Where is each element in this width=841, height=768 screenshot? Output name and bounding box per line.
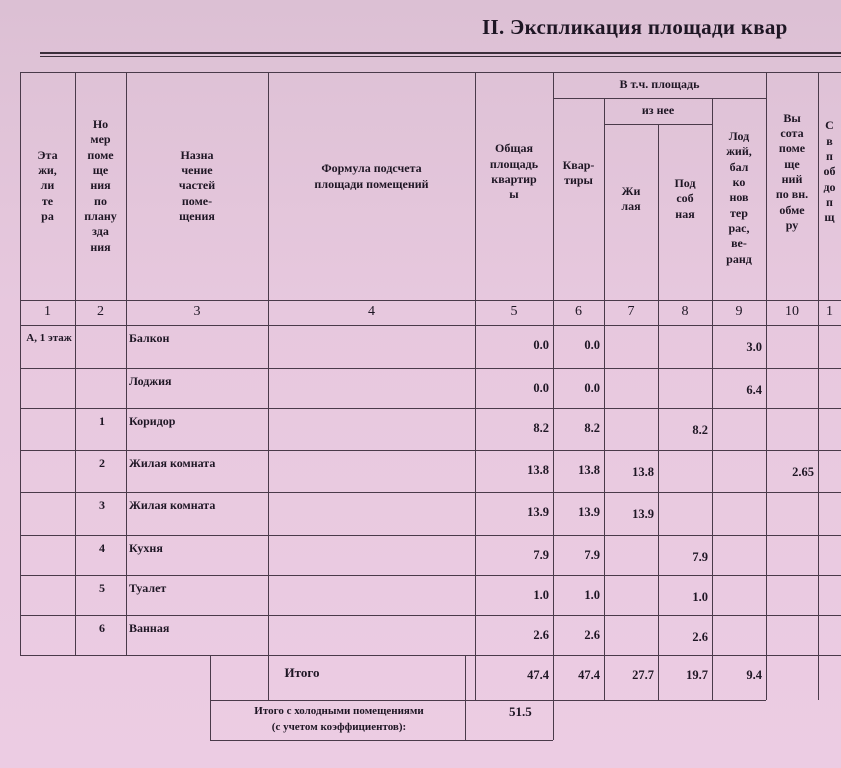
row-name: Кухня (129, 541, 163, 555)
row-balcony-area (712, 464, 766, 506)
grid-line-h (210, 700, 766, 701)
column-number: 1 (44, 304, 51, 319)
header-purpose-text (179, 148, 215, 225)
header-room-number-line: мер (90, 132, 111, 147)
header-living-text (621, 184, 640, 215)
header-room-number-line: поме (87, 147, 114, 162)
grid-line-v (20, 72, 21, 655)
header-purpose (126, 72, 268, 300)
header-total-area (475, 72, 553, 272)
grid-line-h (210, 740, 553, 741)
totals-label: Итого (284, 665, 320, 680)
grid-line-v (465, 655, 466, 740)
grid-line-v (818, 72, 819, 655)
header-col11-line: щ (824, 210, 835, 225)
header-auxiliary (658, 124, 712, 274)
header-living-line: лая (621, 199, 641, 213)
grid-line-v (658, 124, 659, 700)
row-apartment-area: 2.6 (584, 628, 600, 642)
row-balcony-area (712, 506, 766, 549)
row-living-area (604, 382, 658, 422)
header-living (604, 124, 658, 274)
row-total-area: 7.9 (533, 548, 549, 562)
header-auxiliary-line: ная (675, 206, 695, 221)
row-total-area: 8.2 (533, 421, 549, 435)
row-total-area: 2.6 (533, 628, 549, 642)
grid-line-v (553, 700, 554, 740)
grid-line-h (553, 98, 766, 99)
row-auxiliary-area (658, 464, 712, 506)
column-number: 9 (735, 304, 743, 319)
header-total-area-line: площадь (489, 156, 539, 171)
row-total-area: 1.0 (533, 588, 549, 602)
header-formula-line: Формула подсчета (321, 161, 422, 176)
cold-total-value: 51.5 (509, 704, 532, 719)
row-balcony-area: 3.0 (746, 340, 762, 354)
row-name: Жилая комната (129, 498, 216, 512)
row-name: Балкон (129, 331, 170, 345)
row-balcony-area: 6.4 (746, 383, 762, 397)
row-height (766, 589, 818, 629)
header-col11-line: п (826, 195, 833, 210)
header-balconies-line: нов (729, 190, 749, 205)
row-balcony-area (712, 422, 766, 464)
cold-total-label-line2: (с учетом коэффициентов): (271, 721, 407, 733)
header-auxiliary-text (674, 176, 695, 222)
header-total-area-text (490, 141, 538, 202)
row-apartment-area: 1.0 (584, 588, 600, 602)
row-auxiliary-area: 1.0 (692, 590, 708, 604)
grid-line-h (20, 575, 841, 576)
grid-line-v (553, 72, 554, 700)
grid-line-h (20, 368, 841, 369)
row-number: 6 (99, 621, 105, 635)
grid-line-v (210, 655, 211, 740)
header-room-number-line: зда (92, 224, 109, 239)
header-balconies-line: ко (732, 174, 746, 189)
grid-line-v (126, 72, 127, 655)
grid-line-h (20, 492, 841, 493)
header-purpose-line: поме- (181, 193, 213, 208)
row-living-area (604, 422, 658, 464)
column-number: 5 (510, 304, 518, 319)
header-room-number-line: Но (92, 116, 109, 131)
row-living-area (604, 549, 658, 589)
row-height (766, 339, 818, 382)
header-height-line: обме (779, 202, 805, 217)
header-balconies-line: тер (730, 205, 748, 220)
header-balconies-line: рас, (728, 221, 750, 236)
header-floor-line: Эта (37, 147, 58, 162)
header-room-number-text (84, 117, 117, 255)
header-floor (20, 72, 75, 300)
header-room-number (75, 72, 126, 300)
header-apartment-text (563, 158, 595, 189)
grid-line-h (20, 450, 841, 451)
header-purpose-line: частей (178, 178, 216, 193)
row-total-area: 0.0 (533, 381, 549, 395)
header-height-line: ще (784, 156, 800, 171)
column-number: 1 (826, 304, 833, 319)
header-balconies-line: жий, (726, 144, 752, 159)
row-apartment-area: 13.9 (578, 505, 600, 519)
row-name: Лоджия (129, 374, 172, 388)
row-height (766, 382, 818, 422)
header-floor-line: ра (41, 209, 54, 224)
header-col11-line: до (823, 179, 836, 194)
cold-total-label-line1: Итого с холодными помещениями (254, 705, 424, 717)
column-number: 7 (627, 304, 635, 319)
header-total-area-line: ы (509, 187, 519, 202)
row-auxiliary-area: 8.2 (692, 423, 708, 437)
header-floor-text (37, 148, 57, 225)
header-purpose-line: щения (179, 209, 215, 224)
header-room-number-line: ще (92, 162, 109, 177)
totals-apartment-area: 47.4 (578, 668, 600, 682)
row-apartment-area: 8.2 (584, 421, 600, 435)
grid-line-h (20, 655, 841, 656)
row-living-area: 13.9 (632, 507, 654, 521)
row-living-area (604, 339, 658, 382)
header-total-area-line: Общая (495, 141, 533, 156)
column-number: 10 (785, 304, 799, 319)
header-apartment (553, 98, 604, 248)
header-living-line: Жи (621, 183, 641, 198)
row-number: 2 (99, 456, 105, 470)
row-total-area: 13.9 (527, 505, 549, 519)
row-auxiliary-area (658, 339, 712, 382)
row-name: Ванная (129, 621, 170, 635)
row-living-area: 13.8 (632, 465, 654, 479)
row-auxiliary-area: 7.9 (692, 550, 708, 564)
row-height (766, 422, 818, 464)
row-apartment-area: 7.9 (584, 548, 600, 562)
header-purpose-line: чение (181, 162, 213, 177)
row-name: Жилая комната (129, 456, 216, 470)
row-balcony-area (712, 549, 766, 589)
header-formula-text (314, 161, 428, 192)
row-balcony-area (712, 589, 766, 629)
column-number: 8 (681, 304, 689, 319)
grid-line-v (268, 72, 269, 700)
header-height (766, 72, 818, 272)
header-height-line: поме (778, 141, 806, 156)
header-col11-line: п (826, 148, 833, 163)
row-living-area (604, 589, 658, 629)
row-apartment-area: 0.0 (584, 381, 600, 395)
row-number: 3 (99, 498, 105, 512)
column-number: 6 (575, 304, 582, 319)
row-floor: А, 1 этаж (26, 332, 72, 344)
header-room-number-line: ния (90, 178, 111, 193)
row-name: Коридор (129, 414, 176, 428)
row-auxiliary-area (658, 506, 712, 549)
header-col11-line: в (826, 133, 833, 148)
row-auxiliary-area (658, 382, 712, 422)
row-total-area: 13.8 (527, 463, 549, 477)
header-col11-text (823, 118, 835, 226)
grid-line-h (20, 408, 841, 409)
page-title: II. Экспликация площади квар (482, 15, 788, 39)
row-height: 2.65 (792, 465, 814, 479)
header-auxiliary-line: Под (674, 175, 696, 190)
header-balconies-line: Лод (728, 128, 750, 143)
header-apartment-line: Квар- (562, 157, 595, 172)
header-balconies-line: бал (729, 159, 749, 174)
row-apartment-area: 13.8 (578, 463, 600, 477)
grid-line-v (604, 98, 605, 700)
totals-auxiliary-area: 19.7 (686, 668, 708, 682)
column-number: 4 (368, 304, 375, 319)
header-col11 (818, 72, 841, 272)
grid-line-h (20, 615, 841, 616)
header-balconies-text (726, 129, 752, 267)
grid-line-h (20, 72, 841, 73)
column-number: 3 (193, 304, 201, 319)
grid-line-v (712, 98, 713, 700)
title-rule-thin (40, 56, 841, 57)
row-living-area (604, 629, 658, 669)
header-floor-line: жи, (38, 162, 57, 177)
row-balcony-area (712, 629, 766, 669)
grid-line-h (20, 325, 841, 326)
totals-balcony-area: 9.4 (746, 668, 762, 682)
header-room-number-line: по (94, 193, 107, 208)
grid-line-h (20, 300, 841, 301)
header-balconies-line: ве- (731, 236, 747, 251)
header-formula (268, 72, 475, 192)
row-number: 5 (99, 581, 105, 595)
header-room-number-line: ния (90, 239, 111, 254)
row-total-area: 0.0 (533, 338, 549, 352)
header-floor-line: те (41, 193, 54, 208)
header-room-number-line: плану (84, 209, 117, 224)
row-name: Туалет (129, 581, 167, 595)
row-number: 1 (99, 414, 105, 428)
header-height-line: ний (781, 172, 803, 186)
grid-line-v (75, 72, 76, 655)
header-height-text (776, 111, 808, 234)
header-floor-line: ли (40, 178, 55, 193)
header-total-area-line: квартир (491, 172, 537, 186)
row-auxiliary-area: 2.6 (692, 630, 708, 644)
header-group-including: В т.ч. площадь (619, 77, 700, 92)
row-height (766, 549, 818, 589)
row-height (766, 506, 818, 549)
header-auxiliary-line: соб (676, 191, 694, 206)
header-height-line: по вн. (775, 187, 809, 202)
grid-line-h (20, 535, 841, 536)
header-height-line: сота (780, 125, 804, 140)
header-subgroup-of-which: из нее (641, 103, 675, 118)
column-number: 2 (97, 304, 104, 319)
grid-line-v (766, 72, 767, 700)
header-col11-line: С (825, 118, 834, 133)
totals-total-area: 47.4 (527, 668, 549, 682)
header-purpose-line: Назна (180, 147, 214, 162)
row-number: 4 (99, 541, 105, 555)
header-balconies-line: ранд (726, 251, 752, 266)
header-height-line: ру (785, 218, 799, 233)
header-balconies (712, 98, 766, 298)
row-height (766, 629, 818, 669)
header-apartment-line: тиры (564, 173, 593, 187)
row-apartment-area: 0.0 (584, 338, 600, 352)
header-formula-line: площади помещений (314, 176, 429, 191)
title-rule (40, 52, 841, 54)
totals-living-area: 27.7 (632, 668, 654, 682)
header-height-line: Вы (783, 110, 801, 125)
header-col11-line: об (823, 164, 836, 179)
grid-line-v (475, 72, 476, 700)
